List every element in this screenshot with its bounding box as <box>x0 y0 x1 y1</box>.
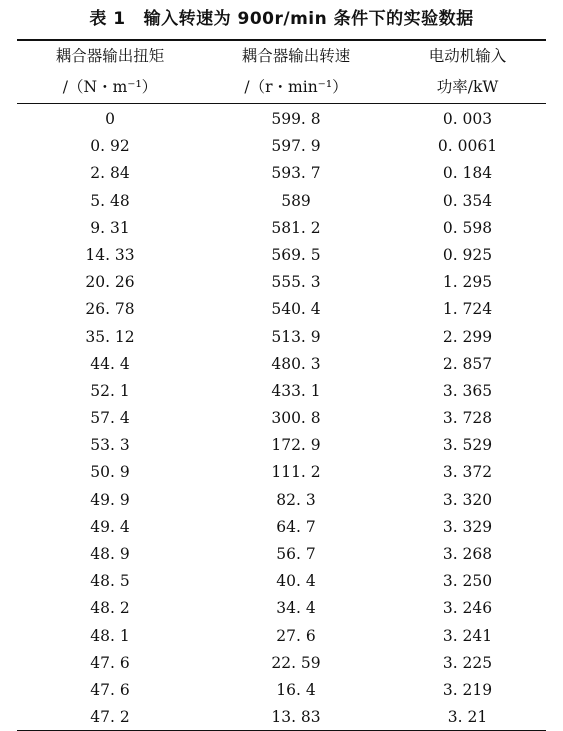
cell-power: 3. 268 <box>442 545 493 563</box>
header-power <box>389 41 546 103</box>
cell-torque: 49. 4 <box>90 517 130 536</box>
table-row <box>17 133 546 160</box>
header-speed-line1: 耦合器输出转速 <box>241 47 351 65</box>
cell-torque: 2. 84 <box>90 164 130 183</box>
cell-torque: 35. 12 <box>85 327 135 346</box>
cell-power: 0. 0061 <box>437 137 498 156</box>
table-header <box>17 41 546 103</box>
table-row <box>17 215 546 242</box>
table-row <box>17 188 546 215</box>
cell-power: 1. 295 <box>442 273 493 292</box>
table-row <box>17 623 546 650</box>
table-row <box>17 106 546 133</box>
table-row <box>17 541 546 568</box>
cell-torque: 0 <box>105 110 115 128</box>
cell-speed: 597. 9 <box>271 137 321 156</box>
cell-speed: 433. 1 <box>271 381 321 400</box>
cell-speed: 599. 8 <box>271 110 321 128</box>
cell-speed: 513. 9 <box>271 327 321 346</box>
cell-power: 0. 925 <box>442 245 493 264</box>
cell-speed: 300. 8 <box>271 409 321 428</box>
cell-torque: 47. 6 <box>90 653 130 672</box>
cell-speed: 480. 3 <box>271 354 321 373</box>
cell-power: 3. 21 <box>447 708 488 727</box>
table-row <box>17 677 546 704</box>
header-power-unit: 功率/kW <box>436 78 499 96</box>
cell-torque: 0. 92 <box>90 137 130 156</box>
table-header-rule <box>17 103 546 104</box>
cell-torque: 50. 9 <box>90 463 130 482</box>
cell-torque: 52. 1 <box>90 381 130 400</box>
cell-speed: 540. 4 <box>271 300 321 319</box>
cell-torque: 48. 1 <box>90 626 130 645</box>
cell-torque: 20. 26 <box>85 273 135 292</box>
cell-power: 3. 329 <box>442 517 493 536</box>
cell-speed: 56. 7 <box>276 545 316 563</box>
cell-speed: 64. 7 <box>276 517 316 536</box>
cell-speed: 589 <box>281 191 311 210</box>
table-row <box>17 487 546 514</box>
table-caption-number: 表 1 <box>89 9 126 29</box>
cell-power: 3. 728 <box>442 409 493 428</box>
cell-torque: 44. 4 <box>90 354 130 373</box>
cell-speed: 40. 4 <box>276 572 316 591</box>
cell-speed: 593. 7 <box>271 164 321 183</box>
cell-speed: 22. 59 <box>271 653 321 672</box>
cell-power: 3. 241 <box>442 626 493 645</box>
cell-speed: 111. 2 <box>271 463 321 482</box>
cell-torque: 47. 6 <box>90 680 130 699</box>
cell-power: 0. 003 <box>442 110 493 128</box>
cell-speed: 581. 2 <box>271 218 321 237</box>
table-row <box>17 432 546 459</box>
table-row <box>17 650 546 677</box>
table-row <box>17 351 546 378</box>
table-row <box>17 459 546 486</box>
table-row <box>17 568 546 595</box>
cell-torque: 49. 9 <box>90 490 130 509</box>
table-body <box>17 106 546 731</box>
header-torque-line1: 耦合器输出扭矩 <box>55 47 165 65</box>
cell-speed: 34. 4 <box>276 599 316 618</box>
table-row <box>17 296 546 323</box>
table-row <box>17 269 546 296</box>
cell-speed: 13. 83 <box>271 708 321 727</box>
cell-torque: 14. 33 <box>85 245 135 264</box>
header-torque <box>17 41 203 103</box>
cell-speed: 569. 5 <box>271 245 321 264</box>
cell-speed: 27. 6 <box>276 626 316 645</box>
table-row <box>17 242 546 269</box>
table-row <box>17 704 546 731</box>
cell-power: 3. 529 <box>442 436 493 455</box>
cell-power: 3. 219 <box>442 680 493 699</box>
cell-speed: 172. 9 <box>271 436 321 455</box>
cell-speed: 82. 3 <box>276 490 316 509</box>
cell-torque: 48. 5 <box>90 572 130 591</box>
table-row <box>17 160 546 187</box>
header-power-line1: 电动机输入 <box>428 47 507 65</box>
cell-power: 3. 320 <box>442 490 493 509</box>
cell-power: 1. 724 <box>442 300 493 319</box>
table-row <box>17 514 546 541</box>
table-caption-title: 输入转速为 900r/min 条件下的实验数据 <box>143 9 474 29</box>
cell-torque: 53. 3 <box>90 436 130 455</box>
cell-torque: 57. 4 <box>90 409 130 428</box>
table-row <box>17 324 546 351</box>
table-row <box>17 595 546 622</box>
cell-power: 2. 299 <box>442 327 493 346</box>
cell-torque: 48. 9 <box>90 545 130 563</box>
cell-power: 0. 184 <box>442 164 493 183</box>
table-row <box>17 378 546 405</box>
cell-power: 3. 372 <box>442 463 493 482</box>
cell-torque: 9. 31 <box>90 218 130 237</box>
cell-power: 0. 598 <box>442 218 493 237</box>
cell-power: 3. 250 <box>442 572 493 591</box>
cell-power: 0. 354 <box>442 191 493 210</box>
header-speed-unit: /（r・min⁻¹） <box>244 78 348 96</box>
cell-torque: 5. 48 <box>90 191 130 210</box>
header-speed <box>203 41 389 103</box>
cell-speed: 16. 4 <box>276 680 316 699</box>
header-torque-unit: /（N・m⁻¹） <box>62 78 158 96</box>
table-caption <box>0 6 563 32</box>
cell-power: 2. 857 <box>442 354 493 373</box>
cell-power: 3. 365 <box>442 381 493 400</box>
cell-power: 3. 225 <box>442 653 493 672</box>
cell-speed: 555. 3 <box>271 273 321 292</box>
table-row <box>17 405 546 432</box>
cell-torque: 47. 2 <box>90 708 130 727</box>
cell-power: 3. 246 <box>442 599 493 618</box>
cell-torque: 48. 2 <box>90 599 130 618</box>
cell-torque: 26. 78 <box>85 300 135 319</box>
